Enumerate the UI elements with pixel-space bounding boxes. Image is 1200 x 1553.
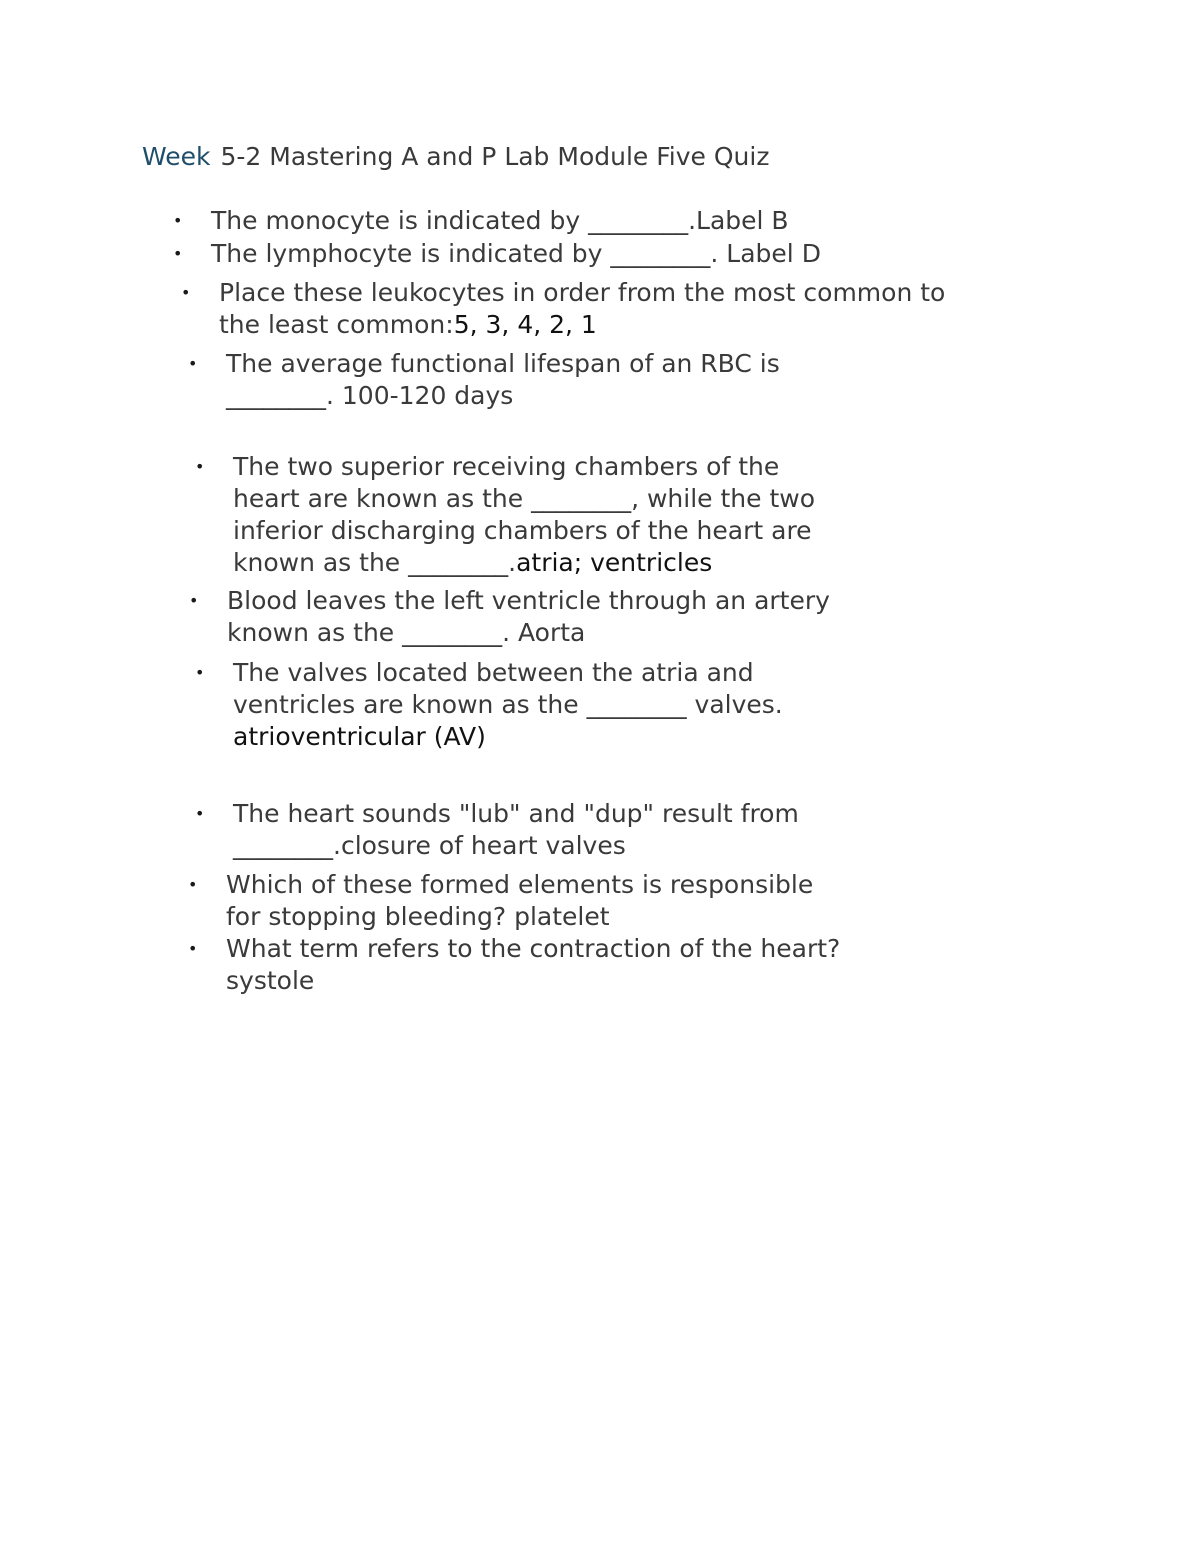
item-text: The monocyte is indicated by ________.Label B xyxy=(211,206,789,235)
quiz-item-aorta xyxy=(189,585,830,649)
item-text: the least common: xyxy=(219,310,454,339)
quiz-item-heart-chambers xyxy=(195,451,815,579)
bullet-icon: • xyxy=(195,457,205,476)
title-week: Week xyxy=(142,142,211,171)
item-text-answer-line xyxy=(233,547,815,579)
item-text: heart are known as the ________, while the two xyxy=(233,484,815,513)
bullet-icon: • xyxy=(195,804,205,823)
item-text-answer-line xyxy=(219,309,945,341)
title-text: 5-2 Mastering A and P Lab Module Five Quiz xyxy=(220,142,770,171)
quiz-item-leukocyte-order xyxy=(181,277,946,341)
item-answer: atria; ventricles xyxy=(516,548,713,577)
page-title xyxy=(142,140,769,174)
item-text: ________. 100-120 days xyxy=(226,381,514,410)
bullet-icon: • xyxy=(188,939,198,958)
item-text: systole xyxy=(226,966,315,995)
quiz-item-rbc-lifespan xyxy=(188,348,780,412)
bullet-icon: • xyxy=(188,354,198,373)
item-text: known as the ________. Aorta xyxy=(227,618,586,647)
item-text: Place these leukocytes in order from the most common to xyxy=(219,278,946,307)
quiz-item-heart-sounds xyxy=(195,798,799,862)
bullet-icon: • xyxy=(181,283,191,302)
item-text: for stopping bleeding? platelet xyxy=(226,902,610,931)
quiz-item-platelet xyxy=(188,869,814,933)
item-text: ventricles are known as the ________ valves. xyxy=(233,690,783,719)
bullet-icon: • xyxy=(188,875,198,894)
item-text: inferior discharging chambers of the heart are xyxy=(233,516,812,545)
item-text: The average functional lifespan of an RBC is xyxy=(226,349,780,378)
item-text: The lymphocyte is indicated by ________. Label D xyxy=(211,239,821,268)
item-text: The valves located between the atria and xyxy=(233,658,754,687)
item-text: Blood leaves the left ventricle through an artery xyxy=(227,586,830,615)
item-text: The heart sounds "lub" and "dup" result from xyxy=(233,799,799,828)
quiz-item-lymphocyte xyxy=(173,238,821,270)
item-text: What term refers to the contraction of the heart? xyxy=(226,934,841,963)
item-answer: 5, 3, 4, 2, 1 xyxy=(453,310,597,339)
quiz-item-systole xyxy=(188,933,841,997)
item-answer: atrioventricular (AV) xyxy=(233,722,486,751)
bullet-icon: • xyxy=(173,211,183,230)
bullet-icon: • xyxy=(195,663,205,682)
quiz-item-monocyte xyxy=(173,205,789,237)
item-text: known as the ________. xyxy=(233,548,517,577)
item-text: ________.closure of heart valves xyxy=(233,831,626,860)
item-text: Which of these formed elements is responsible xyxy=(226,870,814,899)
bullet-icon: • xyxy=(173,244,183,263)
bullet-icon: • xyxy=(189,591,199,610)
item-text: The two superior receiving chambers of the xyxy=(233,452,780,481)
quiz-item-av-valves xyxy=(195,657,783,753)
